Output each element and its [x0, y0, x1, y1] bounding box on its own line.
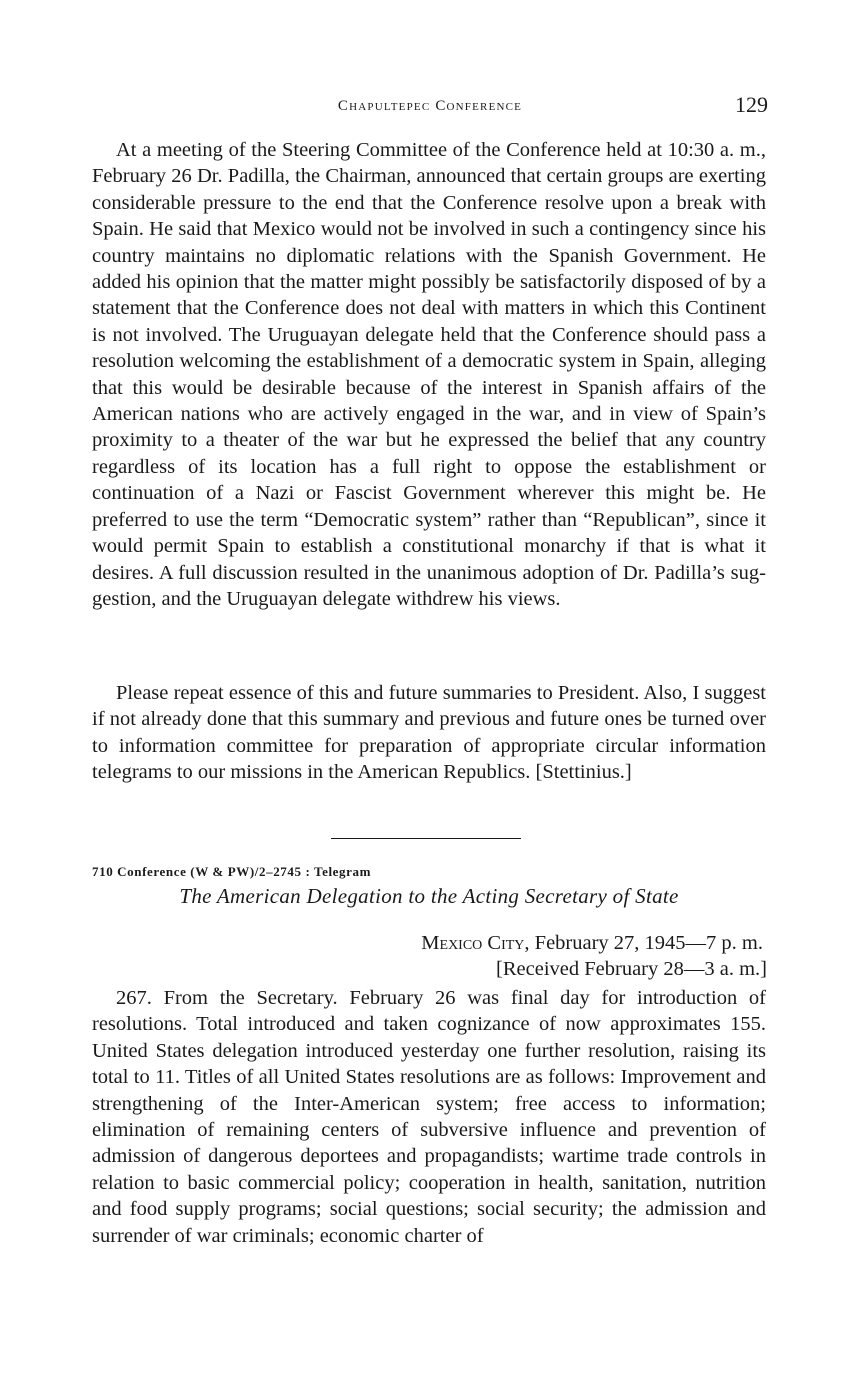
file-reference: 710 Conference (W & PW)/2–2745 : Telegram [92, 864, 372, 879]
running-head [92, 92, 768, 120]
running-title: Chapultepec Conference [337, 98, 523, 114]
section-divider [331, 838, 521, 839]
dateline-date: , February 27, 1945—7 p. m. [524, 932, 763, 954]
telegram-paragraph-1: 267. From the Secretary. February 26 was final day for introduction of resolutions. Total introduced and taken cognizance of now approximates 155. United States delegation introduced yesterday one further resolution, raising its total to 11. Titles of all United States resolutions are as follows: Improvement and strengthening of the Inter-American system; free access to information; elimination of remaining centers of subversive influence and prevention of admission of dangerous deportees and propagandists; wartime trade controls in relation to basic commercial policy; cooperation in health, sanitation, nutrition and food supply programs; social questions; social security; the admission and surrender of war criminals; economic charter of [92, 987, 766, 1247]
dateline [421, 930, 763, 956]
body-paragraph-2: Please repeat essence of this and future summaries to President. Also, I suggest if not already done that this summary and previous and future ones be turned over to information committee for preparation of appropriate circular information telegrams to our missions in the American Republics. [Stettinius.] [92, 682, 766, 784]
document-title: The American Delegation to the Acting Secretary of State [179, 884, 679, 908]
dateline-place: Mexico City [421, 932, 525, 954]
page-number: 129 [735, 92, 768, 117]
received-line: [Received February 28—3 a. m.] [496, 958, 767, 980]
body-paragraph-1: At a meeting of the Steering Committee of the Conference held at 10:30 a. m., February 26 Dr. Padilla, the Chairman, announced that certain groups are exerting considerable pressure to the end that the Conference resolve upon a break with Spain. He said that Mexico would not be involved in such a contingency since his country maintains no diplomatic relations with the Spanish Government. He added his opinion that the matter might possibly be satisfactorily disposed of by a statement that the Conference does not deal with matters in which this Continent is not involved. The Uruguayan delegate held that the Conference should pass a resolution welcoming the establishment of a democratic system in Spain, alleging that this would be desirable because of the interest in Spanish affairs of the American nations who are actively engaged in the war, and in view of Spain’s proximity to a theater of the war but he expressed the belief that any country regardless of its location has a full right to oppose the establishment or continuation of a Nazi or Fascist Government wherever this might be. He preferred to use the term “Democratic system” rather than “Republican”, since it would permit Spain to establish a constitutional monarchy if that is what it desires. A full discussion resulted in the unanimous adoption of Dr. Padilla’s suggestion, and the Uruguayan delegate withdrew his views. [92, 139, 766, 610]
